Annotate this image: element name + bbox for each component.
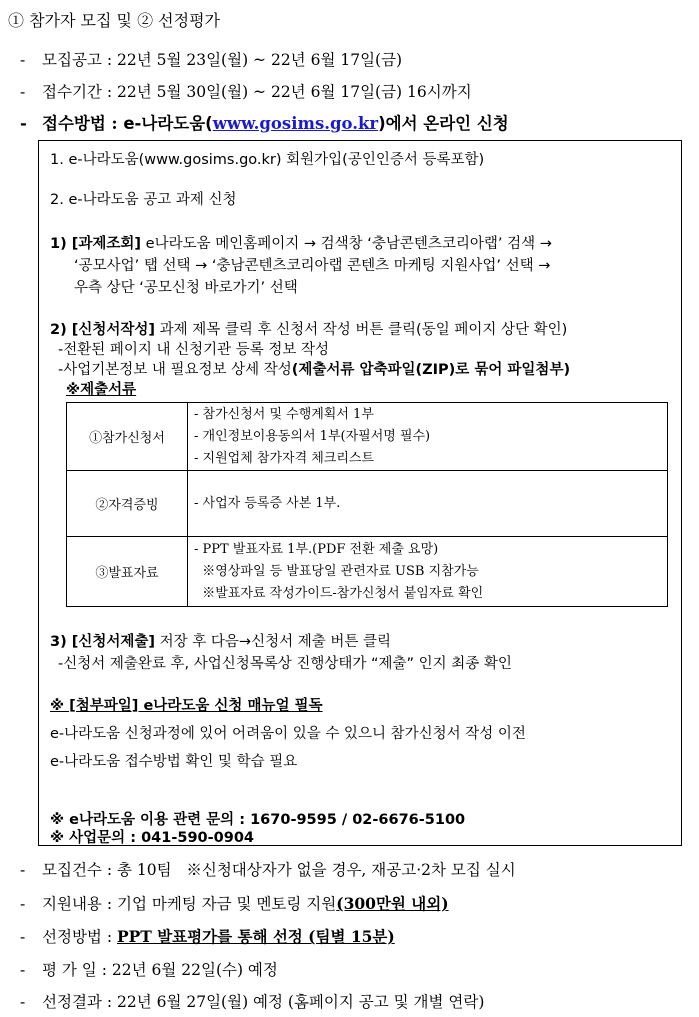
doc-items xyxy=(188,537,668,607)
row-emphasis: PPT 발표평가를 통해 선정 (팀별 15분) xyxy=(116,927,395,946)
row-label: 모집건수 : xyxy=(42,861,117,879)
doc-item: ※영상파일 등 발표당일 관련자료 USB 지참가능 xyxy=(194,563,479,579)
attach-line1: e-나라도움 신청과정에 있어 어려움이 있을 수 있으니 참가신청서 작성 이전 xyxy=(50,726,526,742)
eval-date-row xyxy=(20,958,278,980)
dash-bullet: - xyxy=(20,928,26,946)
doc-item: ※발표자료 작성가이드-참가신청서 붙임자료 확인 xyxy=(194,585,484,601)
schedule-row xyxy=(20,80,472,102)
substep-3-line2: -신청서 제출완료 후, 사업신청목록상 진행상태가 “제출” 인지 최종 확인 xyxy=(58,656,512,672)
dash-bullet: - xyxy=(20,961,26,979)
doc-item: - 사업자 등록증 사본 1부. xyxy=(194,495,341,511)
row-label: 평 가 일 : xyxy=(42,961,112,979)
substep-2-line3-text: -사업기본정보 내 필요정보 상세 작성 xyxy=(58,362,292,378)
schedule-value: 22년 5월 30일(월) ~ 22년 6월 17일(금) 16시까지 xyxy=(116,83,472,101)
dash-bullet: - xyxy=(20,993,26,1011)
substep-1-line2: ‘공모사업’ 탭 선택 → ‘충남콘텐츠코리아랩 콘텐츠 마케팅 지원사업’ 선택 → xyxy=(74,258,551,274)
dash-bullet: - xyxy=(20,895,26,913)
substep-2-text: 과제 제목 클릭 후 신청서 작성 버튼 클릭(동일 페이지 상단 확인) xyxy=(155,322,568,338)
row-value: 22년 6월 27일(월) 예정 (홈페이지 공고 및 개별 연락) xyxy=(116,993,485,1011)
substep-1-line3: 우측 상단 ‘공모신청 바로가기’ 선택 xyxy=(74,280,298,296)
step-1: 1. e-나라도움(www.gosims.go.kr) 회원가입(공인인증서 등록포함) xyxy=(50,152,485,168)
schedule-value: 22년 5월 23일(월) ~ 22년 6월 17일(금) xyxy=(116,51,403,69)
substep-2-line2: -전환된 페이지 내 신청기관 등록 정보 작성 xyxy=(58,342,330,358)
row-label: 선정결과 : xyxy=(42,993,117,1011)
substep-1-tag: 1) [과제조회] xyxy=(50,236,142,252)
substep-2-line1 xyxy=(50,318,567,339)
gosims-link[interactable]: www.gosims.go.kr xyxy=(212,114,379,133)
table-row xyxy=(67,403,668,471)
substep-3-tag: 3) [신청서제출] xyxy=(50,634,156,650)
contact-enara: ※ e나라도움 이용 관련 문의 : 1670-9595 / 02-6676-5100 xyxy=(50,812,466,828)
row-value: 기업 마케팅 자금 및 멘토링 지원 xyxy=(116,895,337,913)
dash-bullet: - xyxy=(20,114,27,133)
result-row xyxy=(20,990,484,1012)
recruit-count-row xyxy=(20,858,516,880)
row-emphasis: (300만원 내외) xyxy=(336,894,449,913)
row-label: 지원내용 : xyxy=(42,895,117,913)
apply-method-label: 접수방법 : xyxy=(42,114,124,133)
docs-table xyxy=(66,402,668,607)
schedule-label: 접수기간 : xyxy=(42,83,117,101)
row-value: 총 10팀 ※신청대상자가 없을 경우, 재공고·2차 모집 실시 xyxy=(116,861,516,879)
doc-item: - 참가신청서 및 수행계획서 1부 xyxy=(194,406,374,422)
doc-items xyxy=(188,471,668,537)
row-value: 22년 6월 22일(수) 예정 xyxy=(111,961,278,979)
substep-2-line3-emph: (제출서류 압축파일(ZIP)로 묶어 파일첨부) xyxy=(291,362,571,378)
doc-name: ①참가신청서 xyxy=(67,403,188,471)
substep-1-line1 xyxy=(50,232,552,253)
apply-method-prefix: e-나라도움( xyxy=(123,114,213,133)
substep-2-line3 xyxy=(58,358,570,379)
substep-3-line1 xyxy=(50,630,391,651)
contact-business: ※ 사업문의 : 041-590-0904 xyxy=(50,830,254,846)
doc-name: ③발표자료 xyxy=(67,537,188,607)
substep-1-text: e나라도움 메인홈페이지 → 검색창 ‘충남콘텐츠코리아랩’ 검색 → xyxy=(141,236,552,252)
dash-bullet: - xyxy=(20,861,26,879)
doc-item: - 지원업체 참가자격 체크리스트 xyxy=(194,450,375,466)
doc-item: - 개인정보이용동의서 1부(자필서명 필수) xyxy=(194,428,431,444)
attach-title: ※ [첨부파일] e나라도움 신청 매뉴얼 필독 xyxy=(50,698,323,714)
selection-method-row xyxy=(20,925,395,947)
section-title: ① 참가자 모집 및 ② 선정평가 xyxy=(8,11,220,30)
table-row xyxy=(67,537,668,607)
row-label: 선정방법 : xyxy=(42,928,117,946)
doc-name: ②자격증빙 xyxy=(67,471,188,537)
dash-bullet: - xyxy=(20,83,26,101)
attach-line2: e-나라도움 접수방법 확인 및 학습 필요 xyxy=(50,754,298,770)
apply-method-row xyxy=(20,110,509,134)
step-2: 2. e-나라도움 공고 과제 신청 xyxy=(50,192,237,208)
dash-bullet: - xyxy=(20,51,26,69)
apply-method-suffix: )에서 온라인 신청 xyxy=(378,114,509,133)
substep-2-tag: 2) [신청서작성] xyxy=(50,322,156,338)
doc-item: - PPT 발표자료 1부.(PDF 전환 제출 요망) xyxy=(194,541,439,557)
substep-3-text: 저장 후 다음→신청서 제출 버튼 클릭 xyxy=(155,634,391,650)
docs-title: ※제출서류 xyxy=(66,382,137,398)
support-row xyxy=(20,892,449,914)
table-row xyxy=(67,471,668,537)
schedule-label: 모집공고 : xyxy=(42,51,117,69)
doc-items xyxy=(188,403,668,471)
schedule-row xyxy=(20,48,402,70)
